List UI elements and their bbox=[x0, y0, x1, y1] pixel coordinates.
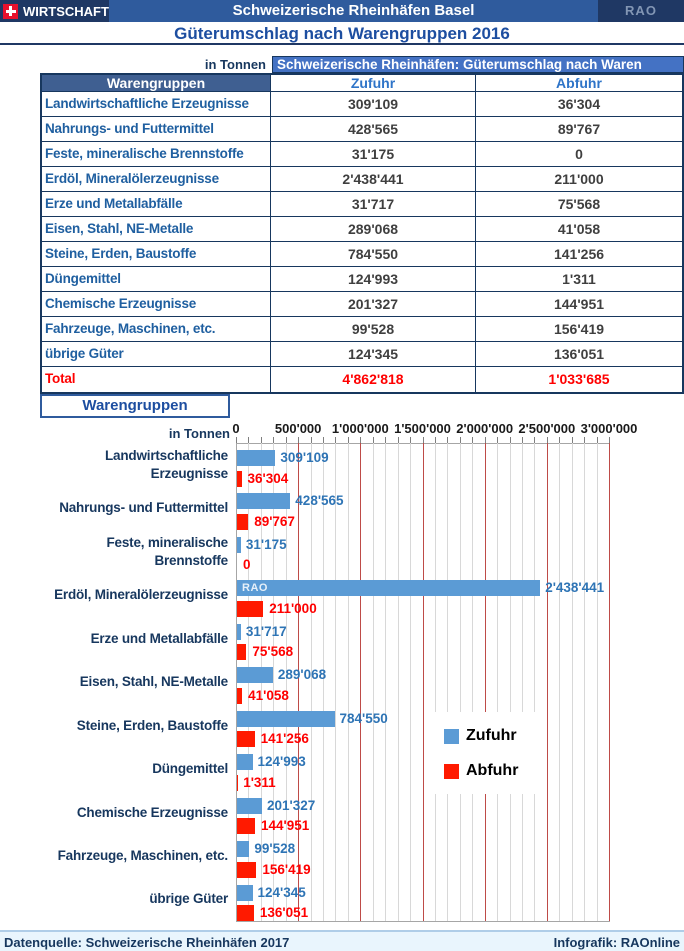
row-abfuhr-value: 141'256 bbox=[476, 242, 682, 267]
category-label-line: Landwirtschaftliche bbox=[105, 448, 228, 464]
rao-logo: RAO bbox=[598, 0, 684, 22]
plot-bottom-border bbox=[236, 921, 610, 922]
column-header-abfuhr: Abfuhr bbox=[476, 75, 682, 92]
page-title: Güterumschlag nach Warengruppen 2016 bbox=[174, 24, 510, 43]
minor-gridline bbox=[447, 443, 448, 921]
abfuhr-value-label: 0 bbox=[243, 557, 251, 573]
category-label bbox=[30, 878, 228, 921]
minor-gridline bbox=[335, 443, 336, 921]
minor-gridline bbox=[286, 443, 287, 921]
category-label bbox=[30, 486, 228, 529]
minor-gridline bbox=[348, 443, 349, 921]
minor-gridline bbox=[497, 443, 498, 921]
category-label bbox=[30, 617, 228, 660]
category-label bbox=[30, 660, 228, 703]
row-zufuhr-value: 309'109 bbox=[271, 92, 476, 117]
row-label: übrige Güter bbox=[42, 342, 271, 367]
row-zufuhr-value: 289'068 bbox=[271, 217, 476, 242]
table-row bbox=[42, 192, 682, 217]
row-zufuhr-value: 784'550 bbox=[271, 242, 476, 267]
minor-gridline bbox=[534, 443, 535, 921]
minor-gridline bbox=[248, 443, 249, 921]
data-source-label: Datenquelle: Schweizerische Rheinhäfen 2017 bbox=[4, 935, 290, 950]
row-abfuhr-value: 156'419 bbox=[476, 317, 682, 342]
major-gridline bbox=[423, 443, 424, 921]
table-row bbox=[42, 292, 682, 317]
abfuhr-value-label: 36'304 bbox=[247, 470, 289, 486]
zufuhr-value-label: 31'717 bbox=[245, 623, 287, 639]
abfuhr-value-label: 89'767 bbox=[254, 513, 295, 529]
abfuhr-swatch-icon bbox=[444, 764, 459, 779]
table-row bbox=[42, 242, 682, 267]
x-tick-label: 2'500'000 bbox=[518, 421, 576, 436]
row-zufuhr-value: 124'993 bbox=[271, 267, 476, 292]
abfuhr-value-label: 141'256 bbox=[260, 731, 309, 747]
chart-title-box: Warengruppen bbox=[40, 394, 230, 418]
category-label-line: Nahrungs- und Futtermittel bbox=[59, 500, 228, 516]
x-tick-label: 1'500'000 bbox=[394, 421, 451, 436]
abfuhr-value-label: 136'051 bbox=[259, 905, 309, 921]
table-body bbox=[42, 92, 682, 392]
minor-gridline bbox=[584, 443, 585, 921]
major-gridline bbox=[485, 443, 486, 921]
row-zufuhr-value: 2'438'441 bbox=[271, 167, 476, 192]
table-row bbox=[42, 142, 682, 167]
row-abfuhr-value: 0 bbox=[476, 142, 682, 167]
total-abfuhr-value: 1'033'685 bbox=[548, 371, 610, 387]
row-label: Fahrzeuge, Maschinen, etc. bbox=[42, 317, 271, 342]
plot-area bbox=[236, 437, 612, 922]
table-total-row bbox=[42, 367, 682, 392]
total-label: Total bbox=[42, 367, 271, 392]
infographic-credit: Infografik: RAOnline bbox=[553, 935, 680, 950]
zufuhr-swatch-icon bbox=[444, 729, 459, 744]
legend-item-abfuhr bbox=[444, 762, 518, 780]
row-abfuhr-value: 41'058 bbox=[476, 217, 682, 242]
row-abfuhr-value: 36'304 bbox=[476, 92, 682, 117]
row-label: Landwirtschaftliche Erzeugnisse bbox=[42, 92, 271, 117]
row-abfuhr-value: 75'568 bbox=[476, 192, 682, 217]
table-row bbox=[42, 342, 682, 367]
major-gridline bbox=[360, 443, 361, 921]
table-top-header: Schweizerische Rheinhäfen: Güterumschlag nach Waren bbox=[272, 56, 684, 73]
zufuhr-value-label: 124'345 bbox=[257, 884, 306, 900]
flag-cross-horizontal bbox=[6, 10, 16, 13]
category-label-line: Düngemittel bbox=[152, 761, 228, 777]
category-label-line: Chemische Erzeugnisse bbox=[76, 804, 228, 820]
row-abfuhr-value: 144'951 bbox=[476, 292, 682, 317]
minor-gridline bbox=[398, 443, 399, 921]
category-label bbox=[30, 573, 228, 616]
row-zufuhr-value: 99'528 bbox=[271, 317, 476, 342]
row-zufuhr-value: 31'717 bbox=[271, 192, 476, 217]
minor-gridline bbox=[460, 443, 461, 921]
row-zufuhr-value: 31'175 bbox=[271, 142, 476, 167]
category-label bbox=[30, 530, 228, 573]
abfuhr-value-label: 41'058 bbox=[248, 687, 289, 703]
total-zufuhr-value: 4'862'818 bbox=[271, 367, 476, 392]
minor-gridline bbox=[410, 443, 411, 921]
abfuhr-value-label: 1'311 bbox=[243, 774, 276, 790]
category-label bbox=[30, 443, 228, 486]
legend-item-zufuhr bbox=[444, 727, 517, 745]
minor-gridline bbox=[435, 443, 436, 921]
zero-axis-line bbox=[236, 443, 237, 921]
zufuhr-value-label: 31'175 bbox=[245, 536, 287, 552]
major-gridline bbox=[609, 443, 610, 921]
zufuhr-value-label: 428'565 bbox=[295, 493, 344, 509]
row-label: Chemische Erzeugnisse bbox=[42, 292, 271, 317]
swiss-flag-icon bbox=[3, 4, 18, 19]
row-abfuhr-value: 211'000 bbox=[476, 167, 682, 192]
minor-gridline bbox=[597, 443, 598, 921]
row-abfuhr-value: 1'311 bbox=[476, 267, 682, 292]
category-label-line: Fahrzeuge, Maschinen, etc. bbox=[57, 848, 228, 864]
category-label bbox=[30, 834, 228, 877]
zufuhr-value-label: 124'993 bbox=[257, 754, 306, 770]
minor-gridline bbox=[373, 443, 374, 921]
abfuhr-value-label: 156'419 bbox=[262, 861, 311, 877]
brand-block bbox=[0, 0, 109, 22]
category-label-line: Eisen, Stahl, NE-Metalle bbox=[79, 674, 228, 690]
x-axis-tick-labels bbox=[232, 421, 638, 436]
table-row bbox=[42, 92, 682, 117]
row-abfuhr-value: 136'051 bbox=[476, 342, 682, 367]
legend-label-zufuhr: Zufuhr bbox=[466, 727, 517, 744]
row-label: Düngemittel bbox=[42, 267, 271, 292]
category-label bbox=[30, 791, 228, 834]
abfuhr-value-label: 75'568 bbox=[252, 644, 294, 660]
zufuhr-value-label: 784'550 bbox=[339, 710, 388, 726]
minor-gridline bbox=[273, 443, 274, 921]
zufuhr-value-label: 2'438'441 bbox=[545, 580, 605, 596]
minor-gridline bbox=[572, 443, 573, 921]
minor-gridline bbox=[385, 443, 386, 921]
major-gridline bbox=[298, 443, 299, 921]
row-zufuhr-value: 428'565 bbox=[271, 117, 476, 142]
category-label-line: Erzeugnisse bbox=[150, 465, 228, 481]
abfuhr-value-label: 211'000 bbox=[269, 600, 317, 616]
row-label: Erdöl, Mineralölerzeugnisse bbox=[42, 167, 271, 192]
row-label: Erze und Metallabfälle bbox=[42, 192, 271, 217]
rao-watermark: RAO bbox=[242, 582, 268, 595]
category-label-line: übrige Güter bbox=[149, 891, 228, 907]
row-abfuhr-value: 89'767 bbox=[476, 117, 682, 142]
zufuhr-value-label: 309'109 bbox=[280, 450, 329, 465]
category-label bbox=[30, 704, 228, 747]
major-gridline bbox=[547, 443, 548, 921]
column-header-zufuhr: Zufuhr bbox=[271, 75, 476, 92]
x-tick-label: 1'000'000 bbox=[331, 421, 389, 436]
row-label: Eisen, Stahl, NE-Metalle bbox=[42, 217, 271, 242]
abfuhr-value-label: 144'951 bbox=[261, 818, 310, 834]
table-row bbox=[42, 117, 682, 142]
top-header-bar bbox=[0, 0, 684, 22]
legend-label-abfuhr: Abfuhr bbox=[466, 762, 519, 779]
x-tick-label: 500'000 bbox=[274, 421, 322, 436]
minor-gridline bbox=[311, 443, 312, 921]
table-row bbox=[42, 317, 682, 342]
minor-gridline bbox=[559, 443, 560, 921]
category-label-line: Erze und Metallabfälle bbox=[90, 630, 228, 646]
minor-gridline bbox=[510, 443, 511, 921]
table-header-row bbox=[42, 75, 682, 92]
row-label: Nahrungs- und Futtermittel bbox=[42, 117, 271, 142]
x-tick-label: 3'000'000 bbox=[580, 421, 638, 436]
category-label-line: Erdöl, Mineralölerzeugnisse bbox=[54, 587, 228, 603]
axis-tick bbox=[236, 437, 237, 443]
header-title: Schweizerische Rheinhäfen Basel bbox=[109, 0, 598, 22]
table-row bbox=[42, 267, 682, 292]
column-header-warengruppen: Warengruppen bbox=[42, 75, 271, 92]
row-zufuhr-value: 201'327 bbox=[271, 292, 476, 317]
title-divider bbox=[0, 43, 684, 45]
minor-gridline bbox=[472, 443, 473, 921]
table-row bbox=[42, 217, 682, 242]
row-zufuhr-value: 124'345 bbox=[271, 342, 476, 367]
zufuhr-value-label: 289'068 bbox=[277, 667, 327, 683]
x-tick-label: 2'000'000 bbox=[456, 421, 514, 436]
category-label bbox=[30, 747, 228, 790]
minor-gridline bbox=[261, 443, 262, 921]
brand-label: WIRTSCHAFT bbox=[23, 3, 109, 19]
minor-gridline bbox=[323, 443, 324, 921]
zufuhr-value-label: 201'327 bbox=[267, 797, 316, 813]
category-label-line: Brennstoffe bbox=[154, 552, 228, 568]
category-label-line: Steine, Erden, Baustoffe bbox=[76, 717, 228, 733]
chart-legend bbox=[434, 712, 536, 794]
goods-table bbox=[40, 73, 684, 394]
footer-bar bbox=[0, 930, 684, 951]
table-unit-label: in Tonnen bbox=[204, 57, 266, 72]
table-row bbox=[42, 167, 682, 192]
category-label-line: Feste, mineralische bbox=[106, 535, 228, 551]
chart-unit-label: in Tonnen bbox=[168, 426, 230, 441]
row-label: Feste, mineralische Brennstoffe bbox=[42, 142, 271, 167]
x-tick-label: 0 bbox=[232, 421, 240, 436]
zufuhr-value-label: 99'528 bbox=[254, 841, 296, 857]
row-label: Steine, Erden, Baustoffe bbox=[42, 242, 271, 267]
minor-gridline bbox=[522, 443, 523, 921]
